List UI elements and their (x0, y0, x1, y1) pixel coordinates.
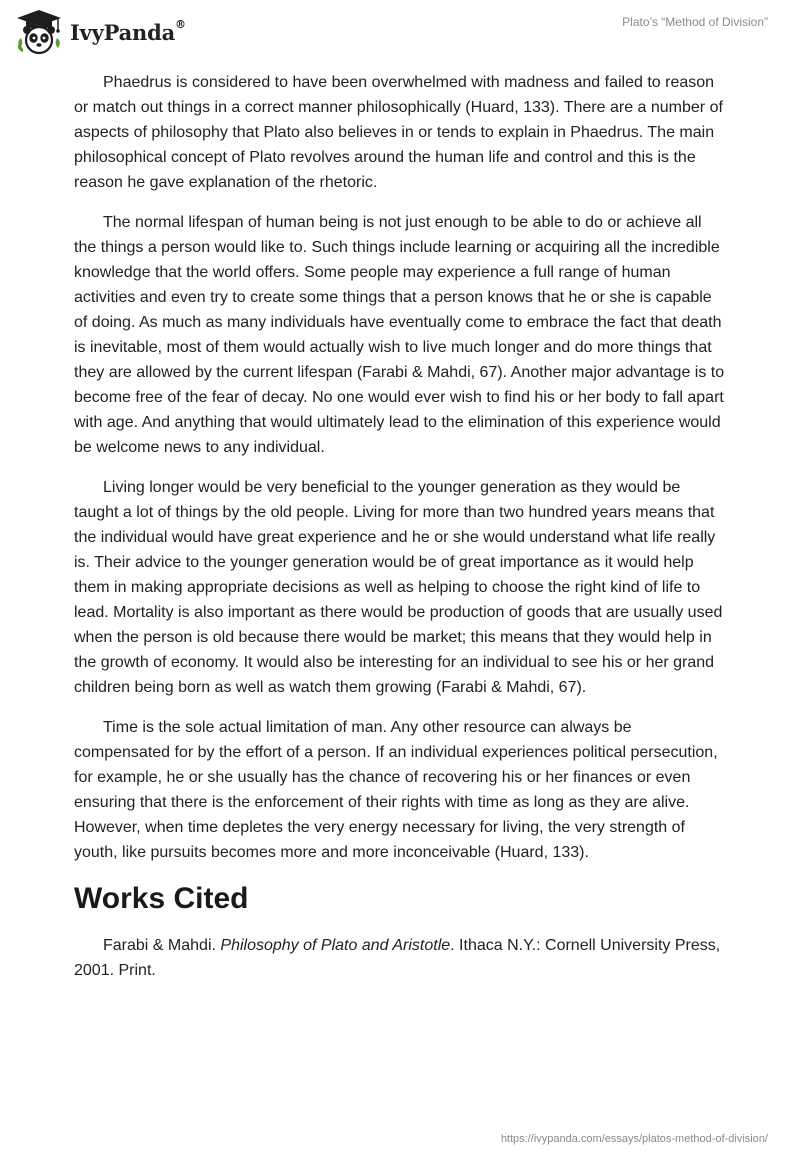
essay-body (74, 70, 726, 983)
works-cited-heading: Works Cited (74, 882, 249, 915)
brand-name: IvyPanda® (70, 17, 186, 45)
citation-authors: Farabi & Mahdi. (103, 937, 221, 954)
panda-logo-icon (14, 8, 64, 56)
document-title: Plato’s “Method of Division” (622, 15, 768, 29)
registered-mark: ® (175, 17, 186, 31)
citation-title: Philosophy of Plato and Aristotle (220, 937, 451, 954)
paragraph-1: Phaedrus is considered to have been overwhelmed with madness and failed to reason or match out things in a correct manner philosophically (Huard, 133). There are a number of aspects of philosophy that Plato also believes in or tends to explain in Phaedrus. The main philosophical concept of Plato revolves around the human life and control and this is the reason he gave explanation of the rhetoric. (74, 74, 723, 191)
source-url[interactable]: https://ivypanda.com/essays/platos-method-of-division/ (500, 1133, 768, 1145)
paragraph-4: Time is the sole actual limitation of man. Any other resource can always be compensated for by the effort of a person. If an individual experiences political persecution, for example, he or she usually has the chance of recovering his or her finances or even ensuring that there is the enforcement of their rights with time as long as they are alive. However, when time depletes the very energy necessary for living, the very strength of youth, like pursuits becomes more and more inconceivable (Huard, 133). (74, 719, 718, 861)
citation-publication: . Ithaca N.Y.: Cornell University Press, 2001. Print. (74, 937, 721, 979)
citation-entry (74, 933, 726, 983)
paragraph-2: The normal lifespan of human being is not just enough to be able to do or achieve all the things a person would like to. Such things include learning or acquiring all the incredible knowledge that the world offers. Some people may experience a full range of human activities and even try to create some things that a person knows that he or she is capable of doing. As much as many individuals have eventually come to embrace the fact that death is inevitable, most of them would actually wish to live much longer and do more things that they are allowed by the current lifespan (Farabi & Mahdi, 67). Another major advantage is to become free of the fear of decay. No one would ever wish to find his or her body to fall apart with age. And anything that would ultimately lead to the elimination of this experience would be welcome news to any individual. (74, 214, 725, 456)
paragraph-3: Living longer would be very beneficial to the younger generation as they would be taught a lot of things by the old people. Living for more than two hundred years means that the individual would have great experience and he or she would understand what life really is. Their advice to the younger generation would be of great importance as it would help them in making appropriate decisions as well as helping to choose the right kind of life to lead. Mortality is also important as there would be production of goods that are usually used when the person is old because there would be market; this means that they would help in the growth of economy. It would also be interesting for an individual to see his or her grand children being born as well as watch them growing (Farabi & Mahdi, 67). (74, 479, 723, 696)
brand-logo[interactable] (14, 8, 186, 56)
page-header (0, 0, 800, 64)
